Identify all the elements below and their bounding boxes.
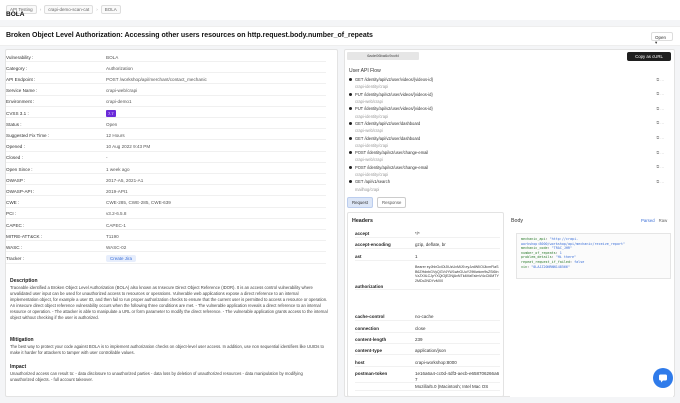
- flow-endpoint: GET /identity/api/v2/user/dashboard: [355, 135, 421, 141]
- header-value: close: [415, 326, 426, 331]
- chevron-right-icon: ›: [96, 7, 98, 12]
- detail-label: Category :: [6, 65, 28, 71]
- header-row: [355, 335, 500, 344]
- body-tabs: [641, 218, 667, 223]
- header-row: [355, 346, 500, 355]
- flow-actions-icon[interactable]: ⧉ ⋯: [656, 165, 664, 170]
- detail-value: 2017-A5, 2021-A1: [106, 177, 144, 183]
- header-row: [355, 252, 500, 261]
- flow-endpoint: PUT /identity/api/v2/user/videos/{videos-id}: [355, 91, 433, 97]
- flow-item[interactable]: [349, 178, 669, 185]
- flow-endpoint: GET /api/v1/search: [355, 179, 390, 185]
- flow-item[interactable]: [349, 91, 669, 98]
- detail-label: OWASP-API :: [6, 188, 35, 194]
- flow-actions-icon[interactable]: ⧉ ⋯: [656, 136, 664, 141]
- tab-request[interactable]: Request: [347, 197, 373, 208]
- detail-row: [6, 131, 326, 140]
- impact-text: Unauthorized access can result to: - data disclosure to unauthorized parties - data loss by deletion of unauthorized resources - data manipulation by modifying unauthorized objects. - full account takeover.: [10, 371, 303, 382]
- bullet-icon: [349, 137, 352, 140]
- header-value: Bearer eyJhbGciOiJIUzUxMiJ9.eyJzdWIiOiJlcmFlaSB6ZHdnbGVyQGV4YW1wbGUuY29tIiwicm9sZSI6InVzZXIiLCJpYXQiOjE2NjAxNTk4MzEsImV4cCI6MTY2MDc2NDYzMX0: [415, 265, 499, 284]
- flow-endpoint: PUT /identity/api/v2/user/videos/{videos-id}: [355, 106, 433, 112]
- page-title: BOLA: [6, 11, 25, 18]
- detail-row: [6, 221, 326, 230]
- flow-item[interactable]: [349, 120, 669, 127]
- flow-actions-icon[interactable]: ⧉ ⋯: [656, 121, 664, 126]
- header-key: host: [355, 360, 365, 365]
- header-value: 1: [415, 254, 418, 259]
- bullet-icon: [349, 180, 352, 183]
- detail-row: [6, 87, 326, 96]
- detail-row: [6, 232, 326, 241]
- flow-service: crapi-web/crapi: [355, 128, 383, 134]
- header-key: connection: [355, 326, 380, 331]
- flow-service: crapi-web/crapi: [355, 157, 383, 163]
- detail-label: Suggested Fix Time :: [6, 132, 50, 138]
- header-row: [355, 369, 500, 383]
- json-value: "Hi there": [555, 255, 577, 260]
- mitigation-text: The best way to protect your code against BOLA is to implement authorization checks on object-level user access. In addition, use non sequential identifiers like UUIDs to make it harder for attackers to tamper with user controllable values.: [10, 344, 324, 355]
- json-value: "TRAC_JHR": [551, 246, 573, 251]
- detail-label: PCI :: [6, 211, 17, 217]
- detail-label: CVSS 3.1 :: [6, 110, 29, 116]
- header-value: */*: [415, 231, 420, 236]
- header-value: crapi-workshop:8000: [415, 360, 457, 365]
- breadcrumb-item[interactable]: crapi-demo-scan-cat: [44, 5, 93, 14]
- detail-label: CAPEC :: [6, 222, 25, 228]
- flow-service: crapi-identity/crapi: [355, 113, 389, 119]
- flow-actions-icon[interactable]: ⧉ ⋯: [656, 77, 664, 82]
- impact-title: Impact: [10, 364, 27, 370]
- header-key: content-type: [355, 348, 382, 353]
- chat-button[interactable]: [653, 368, 673, 388]
- json-key: repeat_request_if_failed: [521, 259, 570, 264]
- json-body: [516, 233, 671, 279]
- flow-service: crapi-identity/crapi: [355, 172, 389, 177]
- header-row: [355, 240, 500, 249]
- detail-label: WASC :: [6, 244, 23, 250]
- detail-label: Environment :: [6, 99, 35, 105]
- flow-item[interactable]: [349, 164, 669, 171]
- bullet-icon: [349, 93, 352, 96]
- detail-row: [6, 53, 326, 62]
- detail-label: MITRE-ATT&CK :: [6, 233, 43, 239]
- detail-label: Tracker :: [6, 256, 24, 262]
- bullet-icon: [349, 78, 352, 81]
- detail-value: CWE-285, CWE-285, CWE-639: [106, 200, 171, 206]
- header-key: ast: [355, 254, 362, 259]
- json-line: number_of_repeats: 1: [521, 250, 562, 255]
- description-title: Description: [10, 278, 38, 284]
- json-key: mechanic_code: [521, 246, 548, 251]
- flow-endpoint: POST /identity/api/v2/user/change-email: [355, 150, 429, 156]
- json-line: mechanic_code: "TRAC_JHR": [521, 246, 573, 251]
- flow-endpoint: GET /identity/api/v2/user/videos/{videos-id}: [355, 77, 433, 83]
- detail-label: Service Name :: [6, 88, 38, 94]
- detail-row: [6, 210, 326, 219]
- header-value: 239: [415, 337, 423, 342]
- header-value: no-cache: [415, 314, 434, 319]
- detail-row: [6, 165, 326, 174]
- breadcrumb-item[interactable]: API Testing: [6, 5, 37, 14]
- header-key: accept: [355, 231, 370, 236]
- flow-service: mailhog/crapi: [355, 186, 380, 192]
- breadcrumb-item[interactable]: BOLA: [101, 5, 121, 14]
- flow-item[interactable]: [349, 76, 669, 83]
- detail-row: [6, 255, 326, 264]
- detail-value: 1 week ago: [106, 166, 130, 172]
- api-flow-list: [349, 76, 669, 193]
- header-value: 1e16a6a4-cc0d-4df3-aecb-e658706266a67: [415, 371, 500, 382]
- detail-row: [6, 98, 326, 107]
- detail-row: [6, 187, 326, 196]
- detail-label: API Endpoint :: [6, 76, 36, 82]
- detail-row: [6, 120, 326, 129]
- flow-item[interactable]: [349, 134, 669, 141]
- detail-row: [6, 154, 326, 163]
- detail-row: [6, 176, 326, 185]
- detail-value: -: [106, 155, 108, 161]
- cvss-badge: 7.7: [108, 110, 114, 116]
- detail-value: Open: [106, 121, 118, 127]
- header-value: gzip, deflate, br: [415, 242, 446, 247]
- flow-actions-icon[interactable]: ⧉ ⋯: [656, 106, 664, 111]
- detail-value: Authorization: [106, 65, 133, 71]
- request-tabs: [347, 197, 406, 208]
- detail-row: [6, 143, 326, 152]
- detail-label: Vulnerability :: [6, 54, 34, 60]
- json-value: false: [574, 259, 585, 264]
- json-key: problem_details: [521, 255, 552, 260]
- header-key: [355, 382, 415, 390]
- vulnerability-heading: Broken Object Level Authorization: Accessing other users resources on http.request.body.number_of_repeats: [6, 32, 373, 39]
- detail-label: Opened :: [6, 144, 25, 150]
- header-key: content-length: [355, 337, 387, 342]
- detail-row: [6, 199, 326, 208]
- header-row: [355, 382, 500, 391]
- detail-value: 10 Aug 2022 9:43 PM: [106, 144, 151, 150]
- detail-label: Closed :: [6, 155, 23, 161]
- status-dropdown[interactable]: [651, 32, 673, 45]
- json-value: "0LAJZ20NRNN148566": [531, 264, 571, 269]
- chevron-right-icon: ›: [39, 7, 42, 12]
- header-row: [355, 324, 500, 333]
- json-line: repeat_request_if_failed: false: [521, 259, 585, 264]
- header-value: application/json: [415, 348, 447, 353]
- detail-value: 12 Hours: [106, 132, 125, 138]
- flow-item[interactable]: [349, 149, 669, 156]
- detail-value: WASC-02: [106, 244, 127, 250]
- header-key: accept-encoding: [355, 242, 391, 247]
- detail-label: OWASP :: [6, 177, 26, 183]
- detail-value: T1190: [106, 233, 119, 239]
- json-value: "http://crapi-workshop:8000/workshop/api/mechanic/receive_report": [521, 237, 626, 246]
- detail-value: v3.2-6.5.8: [106, 211, 127, 217]
- detail-value: BOLA: [106, 54, 119, 60]
- detail-value: crapi-demo1: [106, 99, 132, 105]
- json-line: problem_details: "Hi there": [521, 255, 577, 260]
- header-row: [355, 263, 500, 290]
- json-key: vin: [521, 264, 528, 269]
- flow-endpoint: POST /identity/api/v2/user/change-email: [355, 164, 429, 170]
- detail-label: Open Since :: [6, 166, 33, 172]
- header-row: [355, 312, 500, 321]
- header-key: cache-control: [355, 314, 385, 319]
- detail-label: Status :: [6, 121, 22, 127]
- detail-value: 2019-API1: [106, 188, 128, 194]
- flow-service: crapi-identity/crapi: [355, 142, 389, 148]
- description-text: Traceable identified a Broken Object Level Authorization (BOLA) also known as Insecure Direct Object Reference (IDOR). It is an access control vulnerability where unvalidated user input can be used for unauthorized access to resources or operations. Vulnerable web applications expose a direct reference to an internal implementation object, for example a user ID, and then fail to run proper authorization checks to ensure that the current user is permitted to access a resource or operation. An insecure direct object reference vulnerability occurs when the following three conditions are met. - The vulnerable application reveals a direct reference to an internal resource or operation. - The attacker is able to manipulate a URL or form parameter to modify the direct reference. - The vulnerable application grants access to the internal object without checking if the user is authorized.: [10, 285, 328, 320]
- bullet-icon: [349, 166, 352, 169]
- detail-row: [6, 64, 326, 73]
- flow-title: User API Flow: [349, 68, 381, 74]
- json-key: number_of_repeats: [521, 250, 556, 255]
- detail-row: [6, 109, 326, 118]
- headers-title: Headers: [352, 218, 373, 224]
- bullet-icon: [349, 151, 352, 154]
- json-key: mechanic_api: [521, 237, 546, 241]
- bullet-icon: [349, 122, 352, 125]
- detail-row: [6, 75, 326, 84]
- flow-item[interactable]: [349, 105, 669, 112]
- bullet-icon: [349, 107, 352, 110]
- flow-actions-icon[interactable]: ⧉ ⋯: [656, 92, 664, 97]
- detail-value: crapi-web/crapi: [106, 88, 138, 94]
- status-dropdown-label: Open: [655, 34, 667, 40]
- tab-parsed[interactable]: Parsed: [641, 218, 655, 223]
- header-key: postman-token: [355, 371, 388, 376]
- chat-icon: [658, 373, 668, 383]
- detail-row: [6, 243, 326, 252]
- chevron-down-icon: ▾: [655, 39, 658, 45]
- detail-value: CAPEC-1: [106, 222, 126, 228]
- flow-service: crapi-identity/crapi: [355, 84, 389, 90]
- body-title: Body: [511, 218, 524, 224]
- json-line: mechanic_api: "http://crapi-workshop:8000/workshop/api/mechanic/receive_report": [521, 237, 626, 246]
- tab-raw[interactable]: Raw: [658, 218, 668, 223]
- header-key: authorization: [355, 284, 384, 289]
- detail-value: POST /workshop/api/merchant/contact_mechanic: [106, 76, 207, 82]
- header-value: Mozilla/5.0 (Macintosh; Intel Mac OS: [415, 384, 489, 389]
- flow-actions-icon[interactable]: ⧉ ⋯: [656, 150, 664, 155]
- header-row: [355, 358, 500, 367]
- flow-service: crapi-web/crapi: [355, 99, 383, 105]
- json-line: vin: "0LAJZ20NRNN148566": [521, 264, 571, 269]
- flow-endpoint: GET /identity/api/v2/user/dashboard: [355, 120, 421, 126]
- create-jira-button[interactable]: Create Jira: [106, 255, 136, 262]
- json-value: 1: [559, 250, 562, 255]
- user-select[interactable]: 6ade06ba6c9ccfd: [347, 52, 419, 60]
- mitigation-title: Mitigation: [10, 337, 34, 343]
- flow-actions-icon[interactable]: ⧉ ⋯: [656, 179, 664, 184]
- header-row: [355, 229, 500, 238]
- tab-response[interactable]: Response: [377, 197, 406, 208]
- copy-curl-button[interactable]: Copy as cURL: [627, 52, 671, 61]
- detail-label: CWE :: [6, 200, 20, 206]
